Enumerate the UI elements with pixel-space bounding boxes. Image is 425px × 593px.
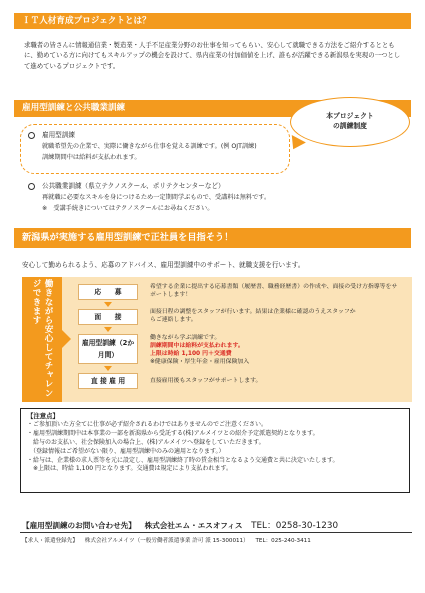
step-interview-label: 面 接	[78, 309, 138, 325]
right-arrow-icon	[61, 329, 71, 349]
contact-company: 株式会社エム・エスオフィス	[144, 521, 243, 530]
training-desc-line: 働きながら学ぶ訓練です。	[150, 335, 221, 341]
project-intro-text: 求職者の皆さんに情報通信業・製造業・人手不足産業分野のお仕事を知ってもらい、安心して就職できる方法をご紹介するとともに、勤めている方に向けてもスキルアップの機会を設けて、県内産業の付加価値を上げ、誰もが活躍できる新潟県を実現の一つとして進めているプロジェクトです。	[24, 41, 401, 70]
contact2-company: 株式会社アルメイツ（一般労働者派遣事業 許可 派 15-300011）	[84, 538, 249, 544]
notes-title: 【注意点】	[27, 412, 59, 420]
notes-line: 給与のお支払い、社会保険加入の場合上、(株)アルメイツへ登録をしていただきます。	[27, 438, 265, 446]
down-arrow-icon	[104, 302, 112, 307]
circle-bullet-icon	[28, 183, 35, 190]
training-desc-line: ※健康保険・厚生年金・雇用保険加入	[150, 359, 250, 365]
option-public-training-line1: 再就職に必要なスキルを身につけるため一定期間学ぶもので、受講料は無料です。	[42, 194, 271, 201]
down-arrow-icon	[104, 366, 112, 371]
support-lead-text: 安心して勤められるよう、応募のアドバイス、雇用型訓練中のサポート、就職支援を行います。	[22, 261, 305, 269]
section-heading-project: ＩＴ人材育成プロジェクトとは？	[14, 13, 411, 29]
step-direct-hire-label: 直 接 雇 用	[78, 373, 138, 389]
section-heading-regular-employment: 新潟県が実施する雇用型訓練で正社員を目指そう！	[14, 228, 411, 248]
notes-box	[20, 408, 410, 493]
step-interview-desc: 面接日程の調整をスタッフが行います。結果は企業様に確認のうえスタッフからご連絡します。	[150, 309, 356, 323]
option-employment-training-line1: 就職希望先の企業で、実際に働きながら仕事を覚える訓練です。(例 OJT訓練)	[42, 143, 257, 150]
training-desc-line-red: 上限は時給 1,100 円＋交通費	[150, 351, 232, 357]
contact-tel: TEL：0258-30-1230	[251, 521, 339, 531]
step-application-label: 応 募	[78, 284, 138, 300]
contact-label: 【雇用型訓練のお問い合わせ先】	[22, 521, 136, 530]
option-public-training-title: 公共職業訓練（県立テクノスクール、ポリテクセンターなど）	[42, 182, 225, 190]
step-direct-hire-desc: 直接雇用後もスタッフがサポートします。	[150, 378, 262, 384]
option-public-training-line2: ※ 受講手続きについてはテクノスクールにお尋ねください。	[42, 205, 214, 212]
step-application-desc: 希望する企業に提出する応募書類（履歴書、職務経歴書）の作成や、面接の受け方指導等をサポートします！	[150, 284, 398, 298]
contact-secondary	[22, 536, 410, 544]
step-employment-training-desc	[150, 334, 390, 366]
step-employment-training-label: 雇用型訓練（2か月間）	[78, 334, 138, 364]
notes-line: ※上限は、時給 1,100 円となります。交通費は規定により支払われます。	[27, 465, 233, 473]
project-training-bubble	[290, 97, 410, 147]
circle-bullet-icon	[28, 132, 35, 139]
contact2-label: 【求人・派遣登録先】	[22, 538, 78, 544]
contact-divider	[20, 532, 412, 533]
down-arrow-icon	[104, 327, 112, 332]
option-employment-training-line2: 訓練期間中は給料が支払われます。	[42, 154, 141, 161]
notes-line: ・雇用型訓練期間中は本事業の一部を新潟県から受託する(株)アルメイツとの紹介予定派遣契約となります。	[27, 429, 319, 437]
option-employment-training-title: 雇用型訓練	[42, 131, 75, 139]
bubble-line-1: 本プロジェクト	[326, 112, 374, 120]
training-desc-line-red: 訓練期間中は給料が支払われます。	[150, 343, 244, 349]
notes-line: （登録情報はご希望がない限り、雇用型訓練中のみの適用となります。）	[27, 447, 225, 455]
section-heading-training-types: 雇用型訓練と公共職業訓練	[14, 100, 411, 117]
notes-line: ・給与は、企業様の求人票等を元に設定し、雇用型訓練終了時の賃金相当となるよう交通費と共に決定いたします。	[27, 456, 339, 464]
notes-line: ・ご参加頂いた方全てに仕事が必ず紹介されるわけではありませんのでご注意ください。	[27, 420, 268, 428]
contact2-tel: TEL：025-240-3411	[255, 538, 311, 544]
bubble-line-2: の訓練制度	[333, 122, 367, 130]
vertical-challenge-label: 働きながら安心してチャレンジできます	[22, 277, 62, 402]
contact-primary	[22, 518, 410, 531]
